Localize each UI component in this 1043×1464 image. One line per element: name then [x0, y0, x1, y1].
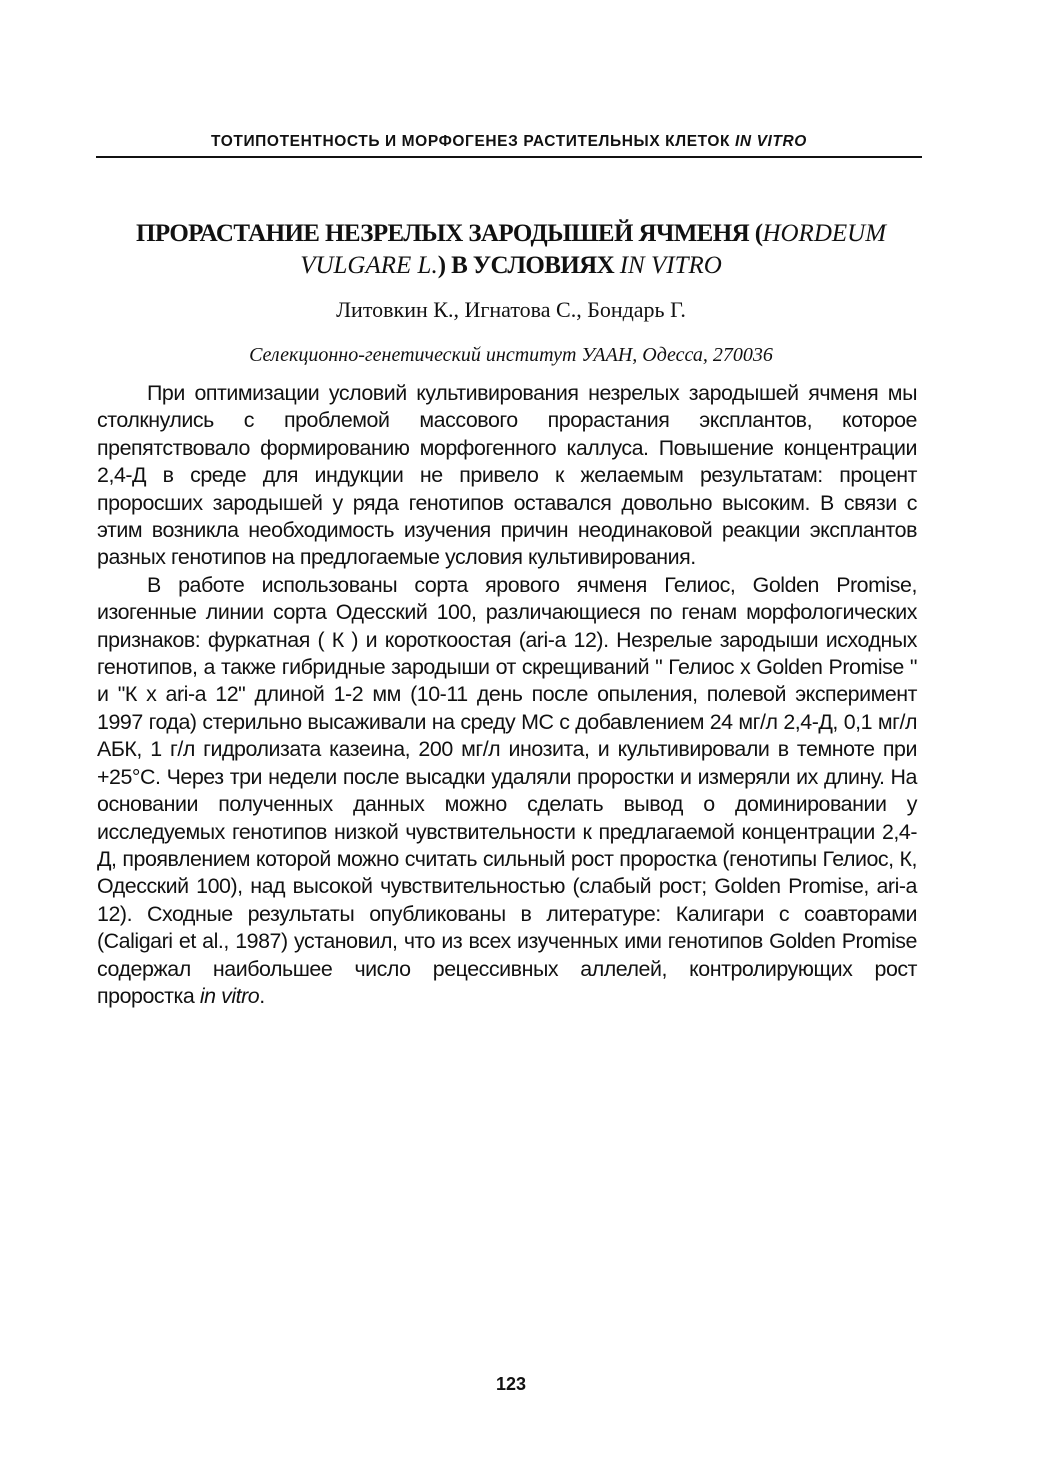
- title-part2: ) В УСЛОВИЯХ: [437, 252, 620, 279]
- paragraph-2-main: В работе использованы сорта ярового ячменя Гелиос, Golden Promise, изогенные линии сорта Одесский 100, различающиеся по генам морфологических признаков: фуркатная ( К ) и короткоостая (ari-a 12). Незрелые зародыши исходных генотипов, а также гибридные зародыши от скрещиваний " Гелиос х Golden Promise " и "К х ari-a 12" длиной 1-2 мм (10-11 день после опыления, полевой эксперимент 1997 года) стерильно высаживали на среду МС с добавлением 24 мг/л 2,4-Д, 0,1 мг/л АБК, 1 г/л гидролизата казеина, 200 мг/л инозита, и культивировали в темноте при +25°С. Через три недели после высадки удаляли проростки и измеряли их длину. На основании полученных данных можно сделать вывод о доминировании у исследуемых генотипов низкой чувствительности к предлагаемой концентрации 2,4-Д, проявлением которой можно считать сильный рост проростка (генотипы Гелиос, К, Одесский 100), над высокой чувствительностью (слабый рост; Golden Promise, ari-a 12). Сходные результаты опубликованы в литературе: Калигари с соавторами (Caligari et al., 1987) установил, что из всех изученных ими генотипов Golden Promise содержал наибольшее число рецессивных аллелей, контролирующих рост проростка: [97, 572, 917, 1008]
- title-part1: ПРОРАСТАНИЕ НЕЗРЕЛЫХ ЗАРОДЫШЕЙ ЯЧМЕНЯ (: [135, 220, 763, 247]
- title-invitro: IN VITRO: [619, 252, 722, 279]
- paragraph-2-italic: in vitro: [199, 983, 260, 1008]
- article-body: [97, 380, 917, 1010]
- running-header: [96, 133, 922, 151]
- header-rule: [96, 156, 922, 158]
- authors: Литовкин К., Игнатова С., Бондарь Г.: [336, 297, 686, 322]
- running-header-text: ТОТИПОТЕНТНОСТЬ И МОРФОГЕНЕЗ РАСТИТЕЛЬНЫХ КЛЕТОК: [211, 133, 731, 150]
- page-number: 123: [495, 1374, 527, 1394]
- running-header-italic: IN VITRO: [734, 133, 807, 150]
- article-title: [98, 218, 924, 282]
- paragraph-2-end: .: [259, 983, 265, 1008]
- paragraph-2: [97, 572, 917, 1011]
- title-latin: HORDEUM VULGARE L.: [300, 220, 887, 279]
- paragraph-1: При оптимизации условий культивирования незрелых зародышей ячменя мы столкнулись с проблемой массового прорастания эксплантов, которое препятствовало формированию морфогенного каллуса. Повышение концентрации 2,4-Д в среде для индукции не привело к желаемым результатам: процент проросших зародышей у ряда генотипов оставался довольно высоким. В связи с этим возникла необходимость изучения причин неодинаковой реакции эксплантов разных генотипов на предлогаемые условия культивирования.: [97, 381, 917, 570]
- affiliation: Селекционно-генетический институт УААН, Одесса, 270036: [249, 344, 773, 366]
